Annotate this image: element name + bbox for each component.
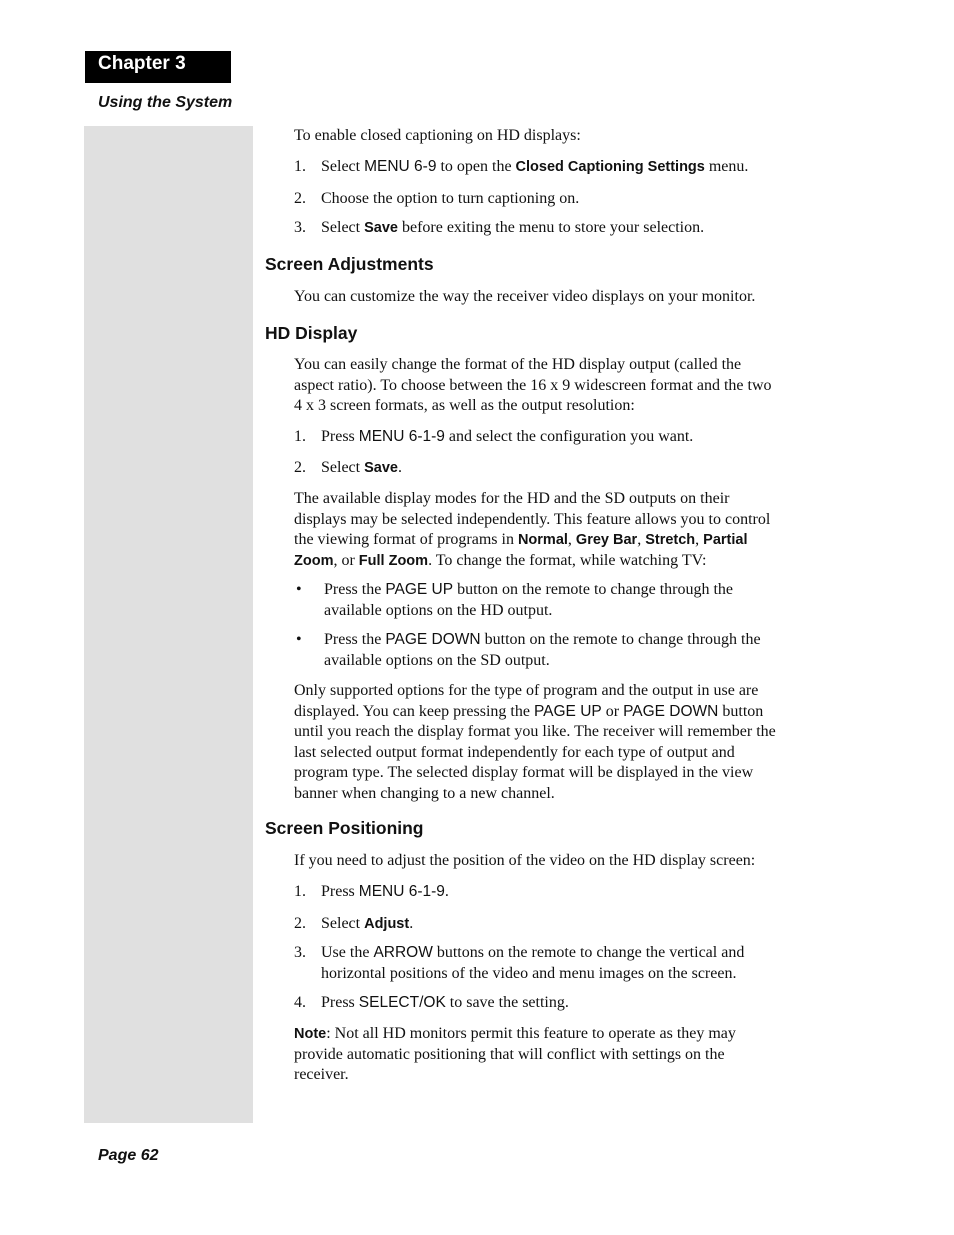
- mode-label: Grey Bar: [575, 532, 638, 548]
- mode-label: Stretch: [645, 532, 696, 548]
- list-number: 2.: [294, 190, 306, 207]
- list-item: 1. Select MENU 6-9 to open the Closed Captioning Settings menu.: [294, 157, 814, 178]
- key-label: PAGE DOWN: [623, 702, 719, 720]
- list-item: 1. Press MENU 6-1-9 and select the configuration you want.: [294, 427, 814, 448]
- bullet-item: • Press the PAGE DOWN button on the remote to change through the available options on the SD output.: [296, 631, 761, 669]
- section-heading: Screen Adjustments: [265, 254, 434, 274]
- key-label: ARROW: [373, 944, 433, 961]
- note-paragraph: Note: Not all HD monitors permit this feature to operate as they may provide automatic positioning that will conflict with settings on the receiver.: [294, 1025, 736, 1083]
- list-item: 4. Press SELECT/OK to save the setting.: [294, 993, 814, 1014]
- mode-label: Normal: [517, 532, 568, 548]
- list-number: 1.: [294, 883, 306, 900]
- list-item: 3. Use the ARROW buttons on the remote to change the vertical and horizontal positions of the video and menu images on the screen.: [294, 944, 745, 982]
- key-label: SELECT/OK: [358, 994, 446, 1011]
- paragraph: Only supported options for the type of program and the output in use are displayed. You can keep pressing the PAGE UP or PAGE DOWN button until you reach the display format you like. The receiver will remember the last selected output format independently for each type of output and program type. The selected display format will be displayed in the view banner when changing to a new channel.: [294, 682, 776, 802]
- list-number: 3.: [294, 944, 306, 961]
- key-label: PAGE UP: [533, 702, 602, 720]
- menu-label: Save: [364, 460, 398, 476]
- section-title: Using the System: [98, 94, 233, 111]
- list-item: 3. Select Save before exiting the menu to store your selection.: [294, 218, 814, 239]
- section-heading: Screen Positioning: [265, 818, 424, 838]
- intro-paragraph: To enable closed captioning on HD displays:: [294, 127, 581, 144]
- list-item: 2. Choose the option to turn captioning on.: [294, 189, 814, 210]
- page-number: Page 62: [98, 1147, 159, 1164]
- list-number: 3.: [294, 219, 306, 236]
- list-number: 4.: [294, 994, 306, 1011]
- paragraph: You can easily change the format of the HD display output (called the aspect ratio). To choose between the 16 x 9 widescreen format and the two 4 x 3 screen formats, as well as the output resolution:: [294, 356, 772, 414]
- list-number: 2.: [294, 459, 306, 476]
- bullet-marker: •: [296, 581, 302, 598]
- list-item: 1. Press MENU 6-1-9.: [294, 882, 814, 903]
- list-number: 1.: [294, 428, 306, 445]
- section-heading: HD Display: [265, 323, 358, 343]
- list-number: 1.: [294, 158, 306, 175]
- chapter-tab: [85, 51, 231, 83]
- menu-label: Adjust: [364, 916, 410, 932]
- note-label: Note: [294, 1026, 327, 1042]
- key-label: MENU 6-1-9: [358, 428, 445, 445]
- key-label: MENU 6-9: [364, 158, 437, 175]
- menu-label: Closed Captioning Settings: [515, 159, 705, 175]
- sidebar-panel: [84, 126, 253, 1123]
- mode-label: Partial: [703, 532, 748, 548]
- mode-label: Zoom: [294, 552, 334, 569]
- list-item: 2. Select Save.: [294, 458, 814, 479]
- paragraph: You can customize the way the receiver video displays on your monitor.: [294, 288, 756, 305]
- paragraph: If you need to adjust the position of the video on the HD display screen:: [294, 852, 756, 869]
- key-label: PAGE UP: [385, 581, 454, 598]
- paragraph: The available display modes for the HD and the SD outputs on their displays may be selected independently. This feature allows you to control the viewing format of programs in Normal, Grey Bar, Stretch, Partial Zoom, or Full Zoom. To change the format, while watching TV:: [294, 490, 771, 569]
- key-label: MENU 6-1-9: [358, 883, 445, 900]
- list-item: 2. Select Adjust.: [294, 914, 814, 935]
- list-number: 2.: [294, 915, 306, 932]
- menu-label: Save: [364, 220, 398, 236]
- key-label: PAGE DOWN: [385, 631, 481, 648]
- bullet-marker: •: [296, 631, 302, 648]
- chapter-title: Chapter 3: [98, 53, 186, 74]
- bullet-item: • Press the PAGE UP button on the remote to change through the available options on the HD output.: [296, 581, 734, 619]
- mode-label: Full Zoom: [358, 552, 429, 569]
